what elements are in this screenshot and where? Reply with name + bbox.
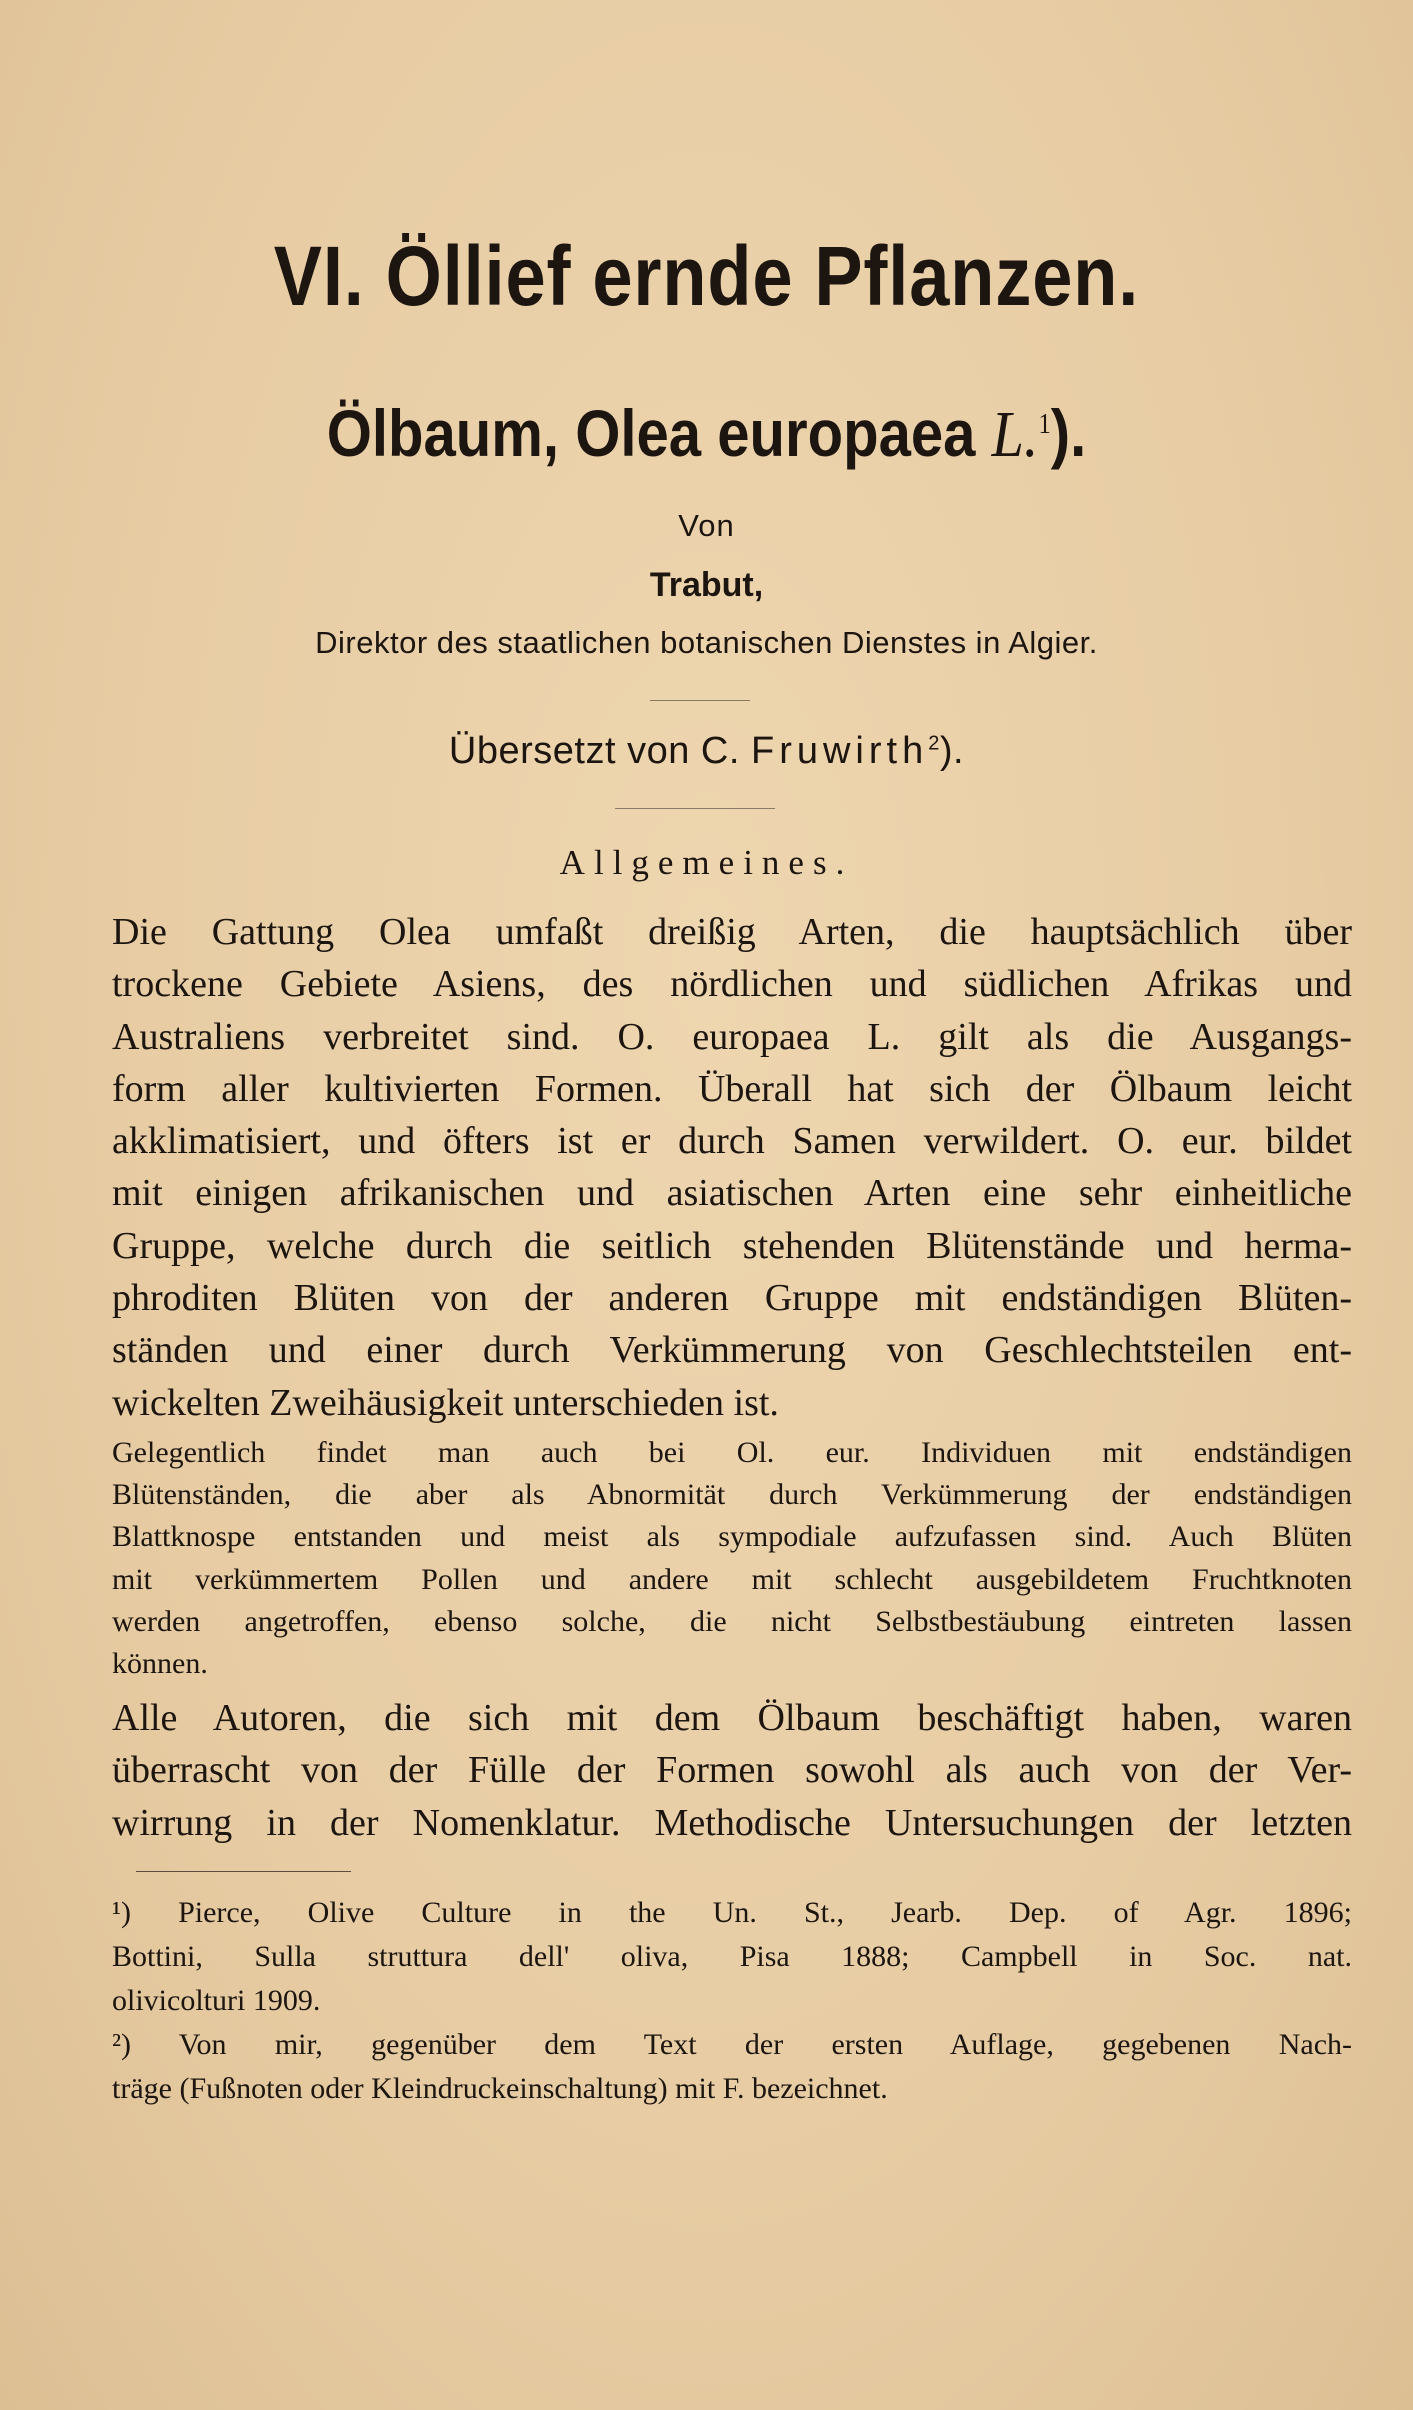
author-affiliation: Direktor des staatlichen botanischen Dienstes in Algier. <box>315 625 1098 660</box>
text-line: Blütenständen, die aber als Abnormität durch Verkümmerung der endständigen <box>112 1478 1352 1512</box>
text-line: werden angetroffen, ebenso solche, die nicht Selbstbestäubung eintreten lassen <box>112 1604 1352 1638</box>
translator-line <box>0 730 1413 773</box>
text-line: ständen und einer durch Verkümmerung von Geschlechtsteilen ent- <box>112 1329 1352 1372</box>
body-paragraph-2 <box>112 1692 1352 1849</box>
footnotes <box>112 1891 1352 2111</box>
author-name: Trabut, <box>649 566 764 604</box>
article-title: Ölbaum, Olea europaea L.$^1$). <box>326 396 1087 471</box>
text-line: wickelten Zweihäusigkeit unterschieden ist. <box>112 1381 779 1424</box>
article-title-authority: L. <box>991 398 1039 471</box>
footnote-line: träge (Fußnoten oder Kleindruckeinschaltung) mit F. bezeichnet. <box>112 2072 888 2105</box>
text-line: form aller kultivierten Formen. Überall hat sich der Ölbaum leicht <box>112 1067 1352 1110</box>
text-line: akklimatisiert, und öfters ist er durch Samen verwildert. O. eur. bildet <box>112 1120 1352 1163</box>
footnote-marker-2: 2 <box>928 732 940 755</box>
text-line: Die Gattung Olea umfaßt dreißig Arten, die hauptsächlich über <box>112 911 1352 953</box>
chapter-title: VI. Öllief ernde Pflanzen. <box>273 229 1140 323</box>
small-print-paragraph <box>112 1432 1352 1685</box>
footnote-separator <box>136 1871 351 1872</box>
text-line: Blattknospe entstanden und meist als sympodiale aufzufassen sind. Auch Blüten <box>112 1520 1352 1554</box>
byline: Von <box>678 508 735 543</box>
text-line: Australiens verbreitet sind. O. europaea L. gilt als die Ausgangs- <box>112 1015 1352 1058</box>
translator-suffix: ). <box>939 730 965 772</box>
text-line: Gelegentlich findet man auch bei Ol. eur. Individuen mit endständigen <box>112 1436 1352 1469</box>
footnote-line: olivicolturi 1909. <box>112 1984 321 2017</box>
text-line: trockene Gebiete Asiens, des nördlichen und südlichen Afrikas und <box>112 963 1352 1006</box>
translator-name: Fruwirth <box>750 730 929 772</box>
section-heading: Allgemeines. <box>559 843 854 882</box>
article-title-main: Ölbaum, Olea europaea <box>326 396 976 470</box>
divider-rule <box>615 808 775 809</box>
text-line: wirrung in der Nomenklatur. Methodische Untersuchungen der letzten <box>112 1801 1352 1844</box>
article-title-end: . <box>1070 396 1087 470</box>
text-line: mit verkümmertem Pollen und andere mit schlecht ausgebildetem Fruchtknoten <box>112 1562 1352 1596</box>
translator-prefix: Übersetzt von C. <box>448 730 740 772</box>
text-line: Gruppe, welche durch die seitlich stehenden Blütenstände und herma- <box>112 1224 1352 1267</box>
footnote-line: Bottini, Sulla struttura dell' oliva, Pisa 1888; Campbell in Soc. nat. <box>112 1940 1352 1973</box>
divider-rule <box>650 700 750 701</box>
footnote-line: ²) Von mir, gegenüber dem Text der ersten Auflage, gegebenen Nach- <box>112 2028 1352 2061</box>
text-line: mit einigen afrikanischen und asiatischen Arten eine sehr einheitliche <box>112 1172 1352 1215</box>
text-line: können. <box>112 1647 208 1681</box>
footnote-marker-1: 1 <box>1038 409 1051 440</box>
text-line: phroditen Blüten von der anderen Gruppe mit endständigen Blüten- <box>112 1277 1352 1320</box>
body-paragraph-1 <box>112 906 1352 1429</box>
footnote-line: ¹) Pierce, Olive Culture in the Un. St., Jearb. Dep. of Agr. 1896; <box>112 1896 1352 1929</box>
text-line: Alle Autoren, die sich mit dem Ölbaum beschäftigt haben, waren <box>112 1697 1352 1739</box>
text-line: überrascht von der Fülle der Formen sowohl als auch von der Ver- <box>112 1749 1352 1792</box>
